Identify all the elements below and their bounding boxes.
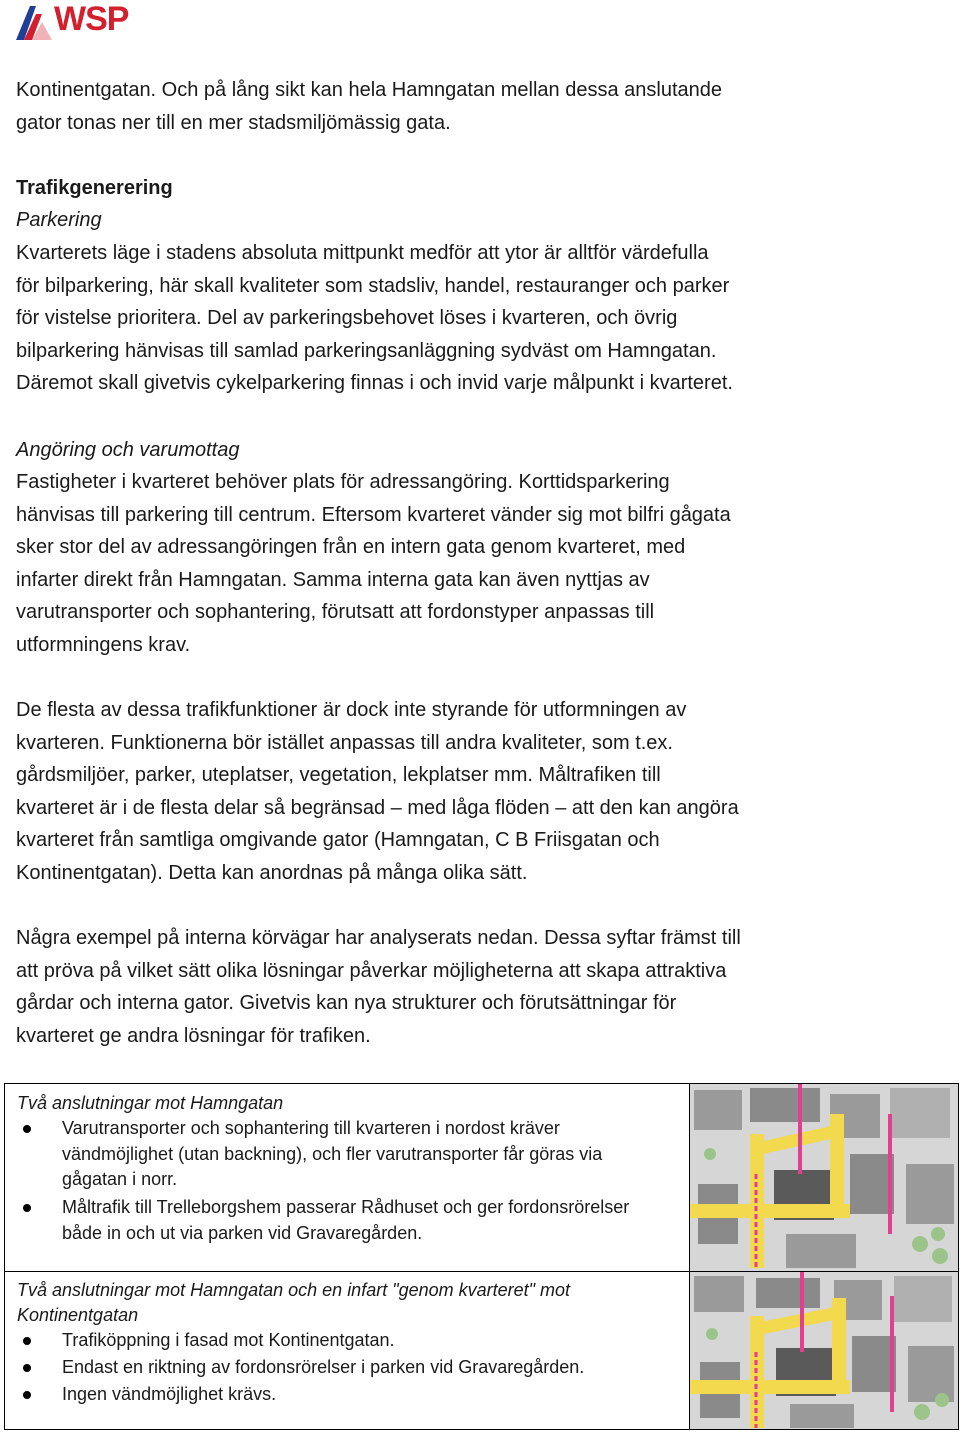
site-plan-alt1-map bbox=[690, 1084, 958, 1271]
bullet-icon bbox=[23, 1337, 31, 1345]
table-cell-alt1 bbox=[5, 1084, 690, 1272]
bullet-line: Endast en riktning av fordonsrörelser i parken vid Gravaregården. bbox=[62, 1357, 585, 1377]
paragraph-exempel bbox=[16, 922, 946, 1052]
paragraph-angoring bbox=[16, 466, 946, 661]
section-heading: Trafikgenerering bbox=[16, 177, 173, 199]
text-line: gårdsmiljöer, parker, uteplatser, vegetation, lekplatser mm. Måltrafiken till bbox=[16, 764, 661, 786]
alt2-title-line: Kontinentgatan bbox=[17, 1305, 139, 1325]
text-line: kvarteret från samtliga omgivande gator (Hamngatan, C B Friisgatan och bbox=[16, 829, 660, 851]
bullet-icon bbox=[23, 1364, 31, 1372]
text-line: Däremot skall givetvis cykelparkering finnas i och invid varje målpunkt i kvarteret. bbox=[16, 372, 733, 394]
paragraph-intro bbox=[16, 74, 946, 139]
alt2-title-line: Två anslutningar mot Hamngatan och en infart "genom kvarteret" mot bbox=[17, 1280, 571, 1300]
alternatives-table bbox=[4, 1083, 959, 1430]
text-line: Kontinentgatan. Och på lång sikt kan hela Hamngatan mellan dessa anslutande bbox=[16, 79, 723, 101]
subheading-parkering: Parkering bbox=[16, 209, 102, 231]
bullet-icon bbox=[23, 1391, 31, 1399]
table-cell-alt2 bbox=[5, 1272, 690, 1429]
text-line: kvarteret ge andra lösningar för trafiken. bbox=[16, 1024, 371, 1047]
bullet-line: Måltrafik till Trelleborgshem passerar Rådhuset och ger fordonsrörelser bbox=[62, 1197, 630, 1217]
site-plan-alt1-image bbox=[690, 1084, 958, 1272]
list-item bbox=[17, 1382, 677, 1408]
text-line: Några exempel på interna körvägar har analyserats nedan. Dessa syftar främst till bbox=[16, 927, 741, 949]
bullet-icon bbox=[23, 1125, 31, 1133]
text-line: gårdar och interna gator. Givetvis kan nya strukturer och förutsättningar för bbox=[16, 992, 677, 1014]
text-line: bilparkering hänvisas till samlad parkeringsanläggning sydväst om Hamngatan. bbox=[16, 339, 717, 362]
site-plan-alt2-image bbox=[690, 1272, 958, 1429]
bullet-line: gågatan i norr. bbox=[62, 1169, 178, 1189]
paragraph-trafikfunktioner bbox=[16, 694, 946, 889]
text-line: Kvarterets läge i stadens absoluta mittpunkt medför att ytor är alltför värdefulla bbox=[16, 242, 709, 264]
wsp-logo-text: WSP bbox=[54, 0, 129, 38]
bullet-icon bbox=[23, 1204, 31, 1212]
bullet-line: Trafiköppning i fasad mot Kontinentgatan. bbox=[62, 1330, 395, 1350]
wsp-logo bbox=[14, 2, 154, 42]
list-item bbox=[17, 1328, 677, 1354]
text-line: att pröva på vilket sätt olika lösningar påverkar möjligheterna att skapa attraktiva bbox=[16, 959, 727, 982]
text-line: De flesta av dessa trafikfunktioner är dock inte styrande för utformningen av bbox=[16, 699, 687, 721]
subheading-angoring: Angöring och varumottag bbox=[16, 439, 240, 461]
bullet-line: både in och ut via parken vid Gravaregården. bbox=[62, 1222, 423, 1243]
text-line: sker stor del av adressangöringen från en intern gata genom kvarteret, med bbox=[16, 536, 686, 558]
text-line: för bilparkering, här skall kvaliteter som stadsliv, handel, restauranger och parker bbox=[16, 274, 730, 297]
list-item bbox=[17, 1116, 677, 1193]
alt2-title bbox=[17, 1278, 570, 1328]
text-line: för vistelse prioritera. Del av parkeringsbehovet löses i kvarteren, och övrig bbox=[16, 307, 678, 329]
paragraph-parkering bbox=[16, 237, 946, 400]
text-line: utformningens krav. bbox=[16, 633, 191, 656]
text-line: hänvisas till parkering till centrum. Eftersom kvarteret vänder sig mot bilfri gågata bbox=[16, 503, 731, 526]
list-item bbox=[17, 1355, 677, 1381]
list-item bbox=[17, 1195, 677, 1247]
bullet-line: Ingen vändmöjlighet krävs. bbox=[62, 1384, 277, 1404]
text-line: varutransporter och sophantering, förutsatt att fordonstyper anpassas till bbox=[16, 601, 655, 623]
bullet-line: vändmöjlighet (utan backning), och fler varutransporter får göras via bbox=[62, 1143, 603, 1164]
alt1-title: Två anslutningar mot Hamngatan bbox=[17, 1093, 284, 1113]
text-line: Kontinentgatan). Detta kan anordnas på många olika sätt. bbox=[16, 861, 528, 884]
text-line: kvarteren. Funktionerna bör istället anpassas till andra kvaliteter, som t.ex. bbox=[16, 731, 673, 754]
text-line: infarter direkt från Hamngatan. Samma interna gata kan även nyttjas av bbox=[16, 568, 650, 591]
bullet-line: Varutransporter och sophantering till kvarteren i nordost kräver bbox=[62, 1118, 560, 1138]
text-line: gator tonas ner till en mer stadsmiljömässig gata. bbox=[16, 111, 451, 134]
text-line: Fastigheter i kvarteret behöver plats för adressangöring. Korttidsparkering bbox=[16, 471, 670, 493]
wsp-logo-icon bbox=[14, 2, 54, 42]
site-plan-alt2-map bbox=[690, 1272, 958, 1429]
text-line: kvarteret är i de flesta delar så begränsad – med låga flöden – att den kan angöra bbox=[16, 796, 739, 819]
